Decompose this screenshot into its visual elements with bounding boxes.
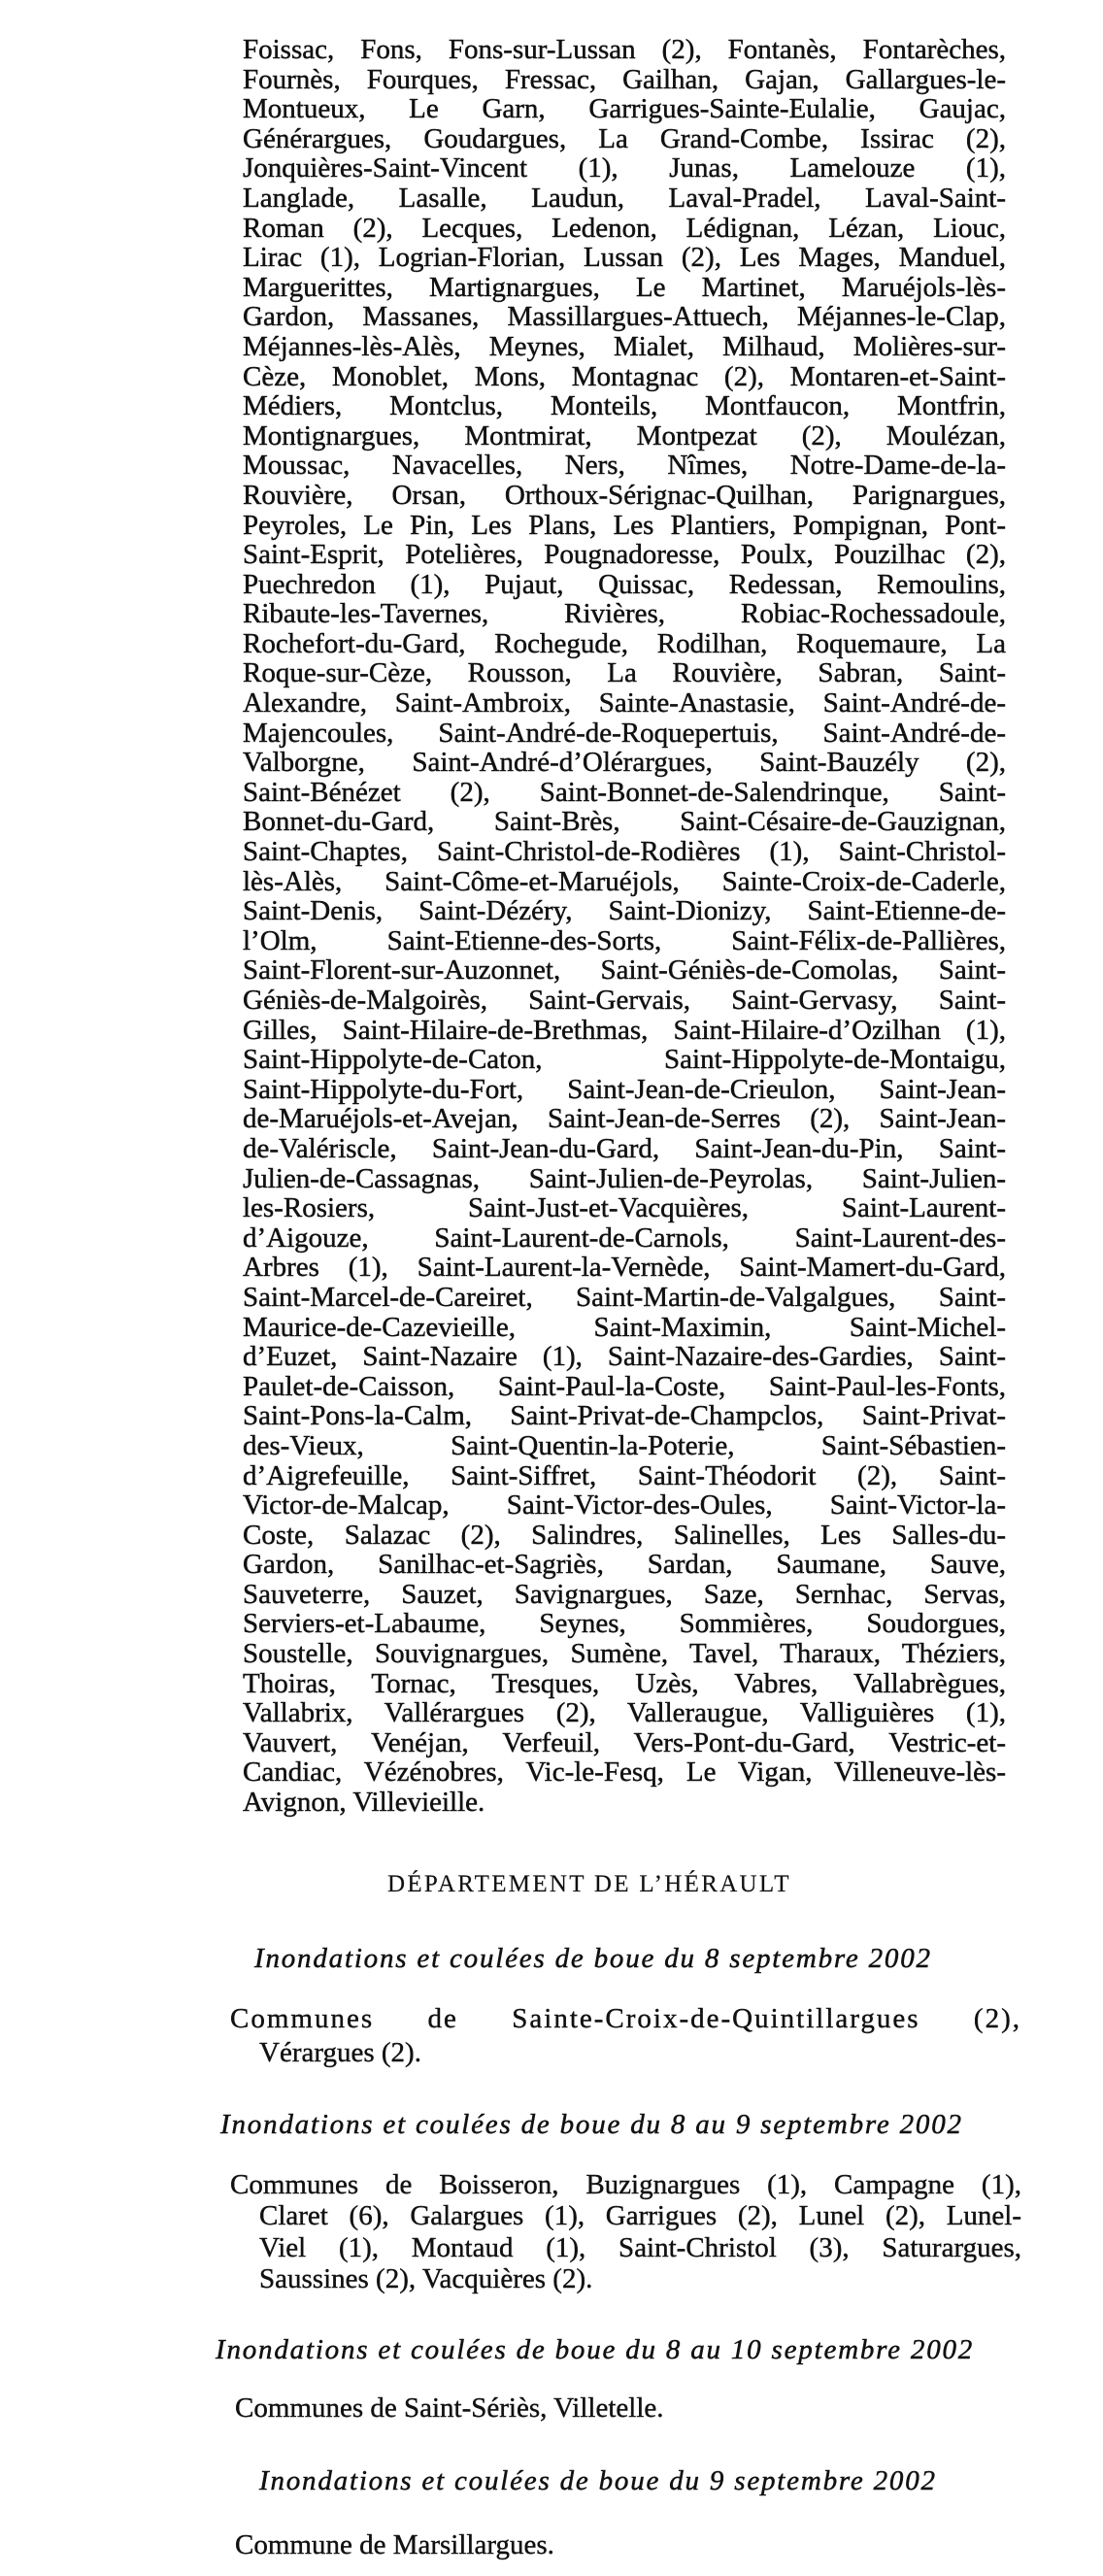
commune-list-line: Soustelle, Souvignargues, Sumène, Tavel, Tharaux, Théziers, xyxy=(243,1638,1006,1670)
commune-list-line: Géniès-de-Malgoirès, Saint-Gervais, Saint-Gervasy, Saint- xyxy=(243,985,1006,1016)
commune-list-line: Langlade, Lasalle, Laudun, Laval-Pradel, Laval-Saint- xyxy=(243,182,1006,214)
commune-list-line: Thoiras, Tornac, Tresques, Uzès, Vabres, Vallabrègues, xyxy=(243,1667,1006,1699)
commune-list-line: Majencoules, Saint-André-de-Roquepertuis, Saint-André-de- xyxy=(243,717,1006,749)
commune-list-line: Montignargues, Montmirat, Montpezat (2), Moulézan, xyxy=(243,419,1006,452)
commune-list-line: Vallabrix, Vallérargues (2), Valleraugue, Valliguières (1), xyxy=(243,1697,1006,1729)
commune-paragraph-line: Communes de Boisseron, Buzignargues (1), Campagne (1), xyxy=(230,2169,1021,2200)
commune-list-line: de-Maruéjols-et-Avejan, Saint-Jean-de-Serres (2), Saint-Jean- xyxy=(243,1103,1006,1135)
commune-list-line: Serviers-et-Labaume, Seynes, Sommières, Soudorgues, xyxy=(243,1608,1006,1640)
commune-list-line: Victor-de-Malcap, Saint-Victor-des-Oules, Saint-Victor-la- xyxy=(243,1489,1006,1522)
commune-list-line: Sauveterre, Sauzet, Savignargues, Saze, Sernhac, Servas, xyxy=(243,1578,1006,1610)
commune-list-line: d’Aigouze, Saint-Laurent-de-Carnols, Saint-Laurent-des- xyxy=(243,1221,1006,1254)
commune-paragraph xyxy=(230,2169,1021,2294)
gard-commune-list xyxy=(243,35,1006,1818)
commune-list-line: Saint-Marcel-de-Careiret, Saint-Martin-de-Valgalgues, Saint- xyxy=(243,1281,1006,1313)
commune-list-line: Médiers, Montclus, Monteils, Montfaucon, Montfrin, xyxy=(243,390,1006,422)
commune-list-line: Roque-sur-Cèze, Rousson, La Rouvière, Sabran, Saint- xyxy=(243,657,1006,689)
commune-list-line: Cèze, Monoblet, Mons, Montagnac (2), Montaren-et-Saint- xyxy=(243,360,1006,392)
commune-list-line: Coste, Salazac (2), Salindres, Salinelles, Les Salles-du- xyxy=(243,1519,1006,1551)
commune-list-line: Foissac, Fons, Fons-sur-Lussan (2), Fontanès, Fontarèches, xyxy=(243,34,1006,65)
commune-list-line: d’Euzet, Saint-Nazaire (1), Saint-Nazaire-des-Gardies, Saint- xyxy=(243,1341,1006,1373)
commune-paragraph xyxy=(235,2529,1026,2560)
commune-list-line: Générargues, Goudargues, La Grand-Combe, Issirac (2), xyxy=(243,122,1006,154)
commune-list-line: Lirac (1), Logrian-Florian, Lussan (2), Les Mages, Manduel, xyxy=(243,242,1006,274)
commune-list-line: Candiac, Vézénobres, Vic-le-Fesq, Le Vigan, Villeneuve-lès- xyxy=(243,1756,1006,1789)
commune-paragraph-line: Saussines (2), Vacquières (2). xyxy=(259,2262,593,2294)
commune-list-line: Gardon, Sanilhac-et-Sagriès, Sardan, Saumane, Sauve, xyxy=(243,1549,1006,1581)
commune-list-line: Roman (2), Lecques, Ledenon, Lédignan, Lézan, Liouc, xyxy=(243,212,1006,244)
commune-list-line: Rochefort-du-Gard, Rochegude, Rodilhan, Roquemaure, La xyxy=(243,627,1006,659)
commune-list-line: Gardon, Massanes, Massillargues-Attuech, Méjannes-le-Clap, xyxy=(243,301,1006,333)
commune-list-line: Peyroles, Le Pin, Les Plans, Les Plantiers, Pompignan, Pont- xyxy=(243,509,1006,541)
commune-list-line: des-Vieux, Saint-Quentin-la-Poterie, Saint-Sébastien- xyxy=(243,1429,1006,1461)
event-title: Inondations et coulées de boue du 8 au 9 septembre 2002 xyxy=(220,2109,963,2140)
commune-paragraph xyxy=(235,2392,1026,2424)
commune-list-line: les-Rosiers, Saint-Just-et-Vacquières, Saint-Laurent- xyxy=(243,1192,1006,1224)
event-title: Inondations et coulées de boue du 9 septembre 2002 xyxy=(259,2465,937,2496)
commune-list-line: Alexandre, Saint-Ambroix, Sainte-Anastasie, Saint-André-de- xyxy=(243,687,1006,719)
commune-list-line: d’Aigrefeuille, Saint-Siffret, Saint-Théodorit (2), Saint- xyxy=(243,1459,1006,1491)
commune-paragraph-line: Communes de Sainte-Croix-de-Quintillargues (2), xyxy=(230,2003,1021,2034)
commune-paragraph-line: Vérargues (2). xyxy=(259,2037,421,2068)
commune-list-line: Saint-Pons-la-Calm, Saint-Privat-de-Champclos, Saint-Privat- xyxy=(243,1400,1006,1432)
commune-paragraph-line: Claret (6), Galargues (1), Garrigues (2), Lunel (2), Lunel- xyxy=(259,2200,1021,2232)
commune-list-line: Saint-Esprit, Potelières, Pougnadoresse, Poulx, Pouzilhac (2), xyxy=(243,539,1006,571)
commune-list-line: Valborgne, Saint-André-d’Olérargues, Saint-Bauzély (2), xyxy=(243,747,1006,779)
commune-list-line: Puechredon (1), Pujaut, Quissac, Redessan, Remoulins, xyxy=(243,568,1006,600)
commune-list-line: Julien-de-Cassagnas, Saint-Julien-de-Peyrolas, Saint-Julien- xyxy=(243,1162,1006,1194)
commune-list-line: Saint-Bénézet (2), Saint-Bonnet-de-Salendrinque, Saint- xyxy=(243,776,1006,808)
commune-list-line: Ribaute-les-Tavernes, Rivières, Robiac-Rochessadoule, xyxy=(243,598,1006,630)
commune-list-line: Jonquières-Saint-Vincent (1), Junas, Lamelouze (1), xyxy=(243,152,1006,184)
commune-list-line: Saint-Florent-sur-Auzonnet, Saint-Géniès-de-Comolas, Saint- xyxy=(243,954,1006,987)
commune-list-line: Marguerittes, Martignargues, Le Martinet, Maruéjols-lès- xyxy=(243,271,1006,303)
commune-list-line: de-Valériscle, Saint-Jean-du-Gard, Saint-Jean-du-Pin, Saint- xyxy=(243,1132,1006,1164)
commune-list-line: Maurice-de-Cazevieille, Saint-Maximin, Saint-Michel- xyxy=(243,1311,1006,1343)
commune-list-line: Saint-Denis, Saint-Dézéry, Saint-Dionizy, Saint-Etienne-de- xyxy=(243,895,1006,927)
commune-paragraph-line: Communes de Saint-Sériès, Villetelle. xyxy=(235,2392,664,2424)
commune-list-line: Paulet-de-Caisson, Saint-Paul-la-Coste, Saint-Paul-les-Fonts, xyxy=(243,1370,1006,1402)
commune-list-line: Avignon, Villevieille. xyxy=(243,1787,485,1819)
commune-list-line: Montueux, Le Garn, Garrigues-Sainte-Eulalie, Gaujac, xyxy=(243,93,1006,125)
commune-list-line: Bonnet-du-Gard, Saint-Brès, Saint-Césaire-de-Gauzignan, xyxy=(243,806,1006,838)
commune-list-line: l’Olm, Saint-Etienne-des-Sorts, Saint-Félix-de-Pallières, xyxy=(243,924,1006,956)
commune-list-line: Arbres (1), Saint-Laurent-la-Vernède, Saint-Mamert-du-Gard, xyxy=(243,1252,1006,1284)
commune-list-line: Vauvert, Venéjan, Verfeuil, Vers-Pont-du-Gard, Vestric-et- xyxy=(243,1726,1006,1758)
commune-list-line: Gilles, Saint-Hilaire-de-Brethmas, Saint-Hilaire-d’Ozilhan (1), xyxy=(243,1014,1006,1046)
commune-list-line: Saint-Chaptes, Saint-Christol-de-Rodières (1), Saint-Christol- xyxy=(243,836,1006,868)
commune-list-line: Méjannes-lès-Alès, Meynes, Mialet, Milhaud, Molières-sur- xyxy=(243,330,1006,362)
event-title: Inondations et coulées de boue du 8 au 10 septembre 2002 xyxy=(216,2334,975,2365)
commune-list-line: Saint-Hippolyte-du-Fort, Saint-Jean-de-Crieulon, Saint-Jean- xyxy=(243,1073,1006,1105)
commune-list-line: Saint-Hippolyte-de-Caton, Saint-Hippolyte-de-Montaigu, xyxy=(243,1044,1006,1076)
event-title: Inondations et coulées de boue du 8 septembre 2002 xyxy=(254,1943,932,1974)
commune-paragraph xyxy=(230,2002,1021,2070)
commune-paragraph-line: Viel (1), Montaud (1), Saint-Christol (3), Saturargues, xyxy=(259,2231,1021,2263)
commune-list-line: Moussac, Navacelles, Ners, Nîmes, Notre-Dame-de-la- xyxy=(243,450,1006,482)
commune-list-line: Rouvière, Orsan, Orthoux-Sérignac-Quilhan, Parignargues, xyxy=(243,479,1006,511)
commune-list-line: Fournès, Fourques, Fressac, Gailhan, Gajan, Gallargues-le- xyxy=(243,63,1006,95)
department-heading: DÉPARTEMENT DE L’HÉRAULT xyxy=(387,1871,791,1897)
commune-paragraph-line: Commune de Marsillargues. xyxy=(235,2529,554,2560)
commune-list-line: lès-Alès, Saint-Côme-et-Maruéjols, Sainte-Croix-de-Caderle, xyxy=(243,865,1006,897)
